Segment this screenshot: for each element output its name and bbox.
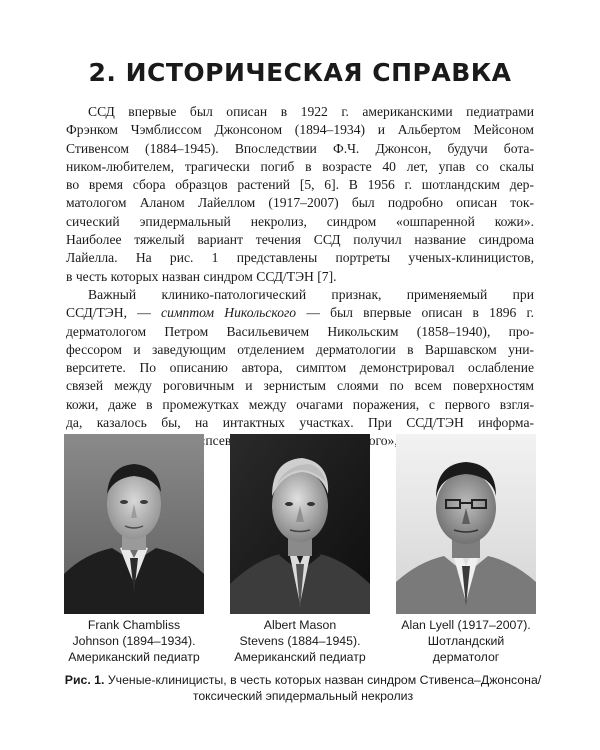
caption-line: Шотландский (427, 634, 505, 648)
portrait-caption-stevens (220, 617, 380, 665)
paragraph-2 (66, 286, 534, 451)
text-line: дерматологом Петром Васильевичем Никольским (1858–1940), про- (66, 323, 534, 339)
text-line: Важный клинико-патологический признак, применяемый при (88, 286, 534, 302)
text-line: фессором и заведующим отделением дерматологии в Варшавском уни- (66, 341, 534, 357)
text-line: в честь которых назван синдром ССД/ТЭН [7]. (66, 268, 337, 284)
body-text (66, 103, 534, 451)
caption-line: Американский педиатр (68, 650, 200, 664)
text-line: да, казалось бы, на интактных участках. При ССД/ТЭН информа- (66, 415, 534, 431)
portrait-caption-lyell (386, 617, 546, 665)
caption-line: Американский педиатр (234, 650, 366, 664)
text-line: матологом Аланом Лайеллом (1917–2007) был подробно описан ток- (66, 195, 534, 211)
figure-caption-line-2: токсический эпидермальный некролиз (192, 689, 414, 703)
portrait-row (64, 434, 536, 614)
text-fragment: — был впервые описан в 1896 г. (306, 305, 535, 321)
text-line: во время сбора образцов растений [5, 6]. В 1956 г. шотландским дер- (66, 177, 534, 193)
text-line: Наиболее тяжелый вариант течения ССД получил название синдрома (66, 232, 534, 248)
emphasis-term: симптом Никольского (161, 305, 297, 321)
portrait-caption-johnson (54, 617, 214, 665)
text-line: Лайелла. На рис. 1 представлены портреты ученых-клиницистов, (66, 250, 534, 266)
text-line: Стивенсом (1884–1945). Впоследствии Ф.Ч. Джонсон, будучи бота- (66, 140, 534, 156)
figure-label: Рис. 1. (64, 673, 105, 687)
paragraph-1 (66, 103, 534, 286)
text-line: связей между роговичным и зернистым слоями по всем поверхностям (66, 378, 534, 394)
portrait-johnson (64, 434, 204, 614)
portrait-lyell (396, 434, 536, 614)
text-line: Фрэнком Чэмблиссом Джонсоном (1894–1934) и Альбертом Мейсоном (66, 122, 534, 138)
caption-line: Johnson (1894–1934). (72, 634, 196, 648)
caption-line: Frank Chambliss (87, 618, 181, 632)
text-line: верситете. По описанию автора, симптом демонстрировал ослабление (66, 360, 534, 376)
caption-line: дерматолог (432, 650, 500, 664)
figure-caption (60, 672, 546, 704)
portrait-stevens (230, 434, 370, 614)
text-line: кожи, даже в промежутках между очагами поражения, с первого взгля- (66, 396, 534, 412)
text-line: ником-любителем, трагически погиб в возрасте 40 лет, упав со скалы (66, 158, 534, 174)
text-fragment: ССД/ТЭН, — (66, 305, 151, 321)
caption-line: Albert Mason (263, 618, 337, 632)
text-line: сический эпидермальный некролиз, синдром «ошпаренной кожи». (66, 213, 534, 229)
text-line-with-emphasis (66, 304, 534, 322)
section-heading: 2. ИСТОРИЧЕСКАЯ СПРАВКА (88, 58, 512, 87)
caption-line: Stevens (1884–1945). (239, 634, 361, 648)
figure-caption-line-1: Ученые-клиницисты, в честь которых назван синдром Стивенса–Джонсона/ (107, 673, 542, 687)
caption-line: Alan Lyell (1917–2007). (401, 618, 531, 632)
text-line: ССД впервые был описан в 1922 г. американскими педиатрами (88, 104, 534, 119)
